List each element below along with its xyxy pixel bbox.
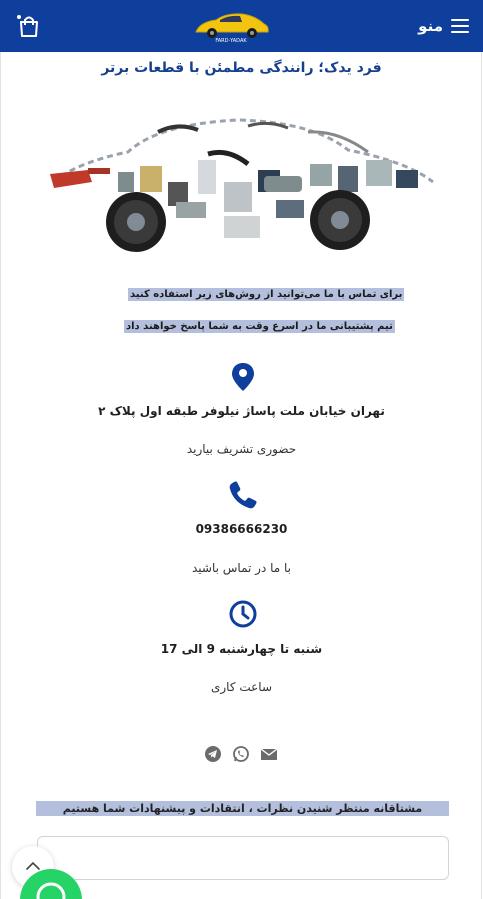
address-note: حضوری تشریف بیارید	[186, 442, 297, 456]
car-parts-hero-image	[48, 112, 438, 254]
hamburger-icon	[451, 19, 469, 33]
page-tagline: فرد یدک؛ رانندگی مطمئن با قطعات برتر	[101, 60, 382, 76]
feedback-textarea[interactable]	[37, 836, 449, 880]
phone-note: با ما در تماس باشید	[191, 561, 292, 575]
address-text: تهران خیابان ملت پاساژ نیلوفر طبقه اول پلاک ۲	[98, 404, 385, 418]
whatsapp-float-icon	[20, 869, 82, 899]
menu-label: منو	[418, 17, 443, 35]
intro-line-1: برای تماس با ما می‌توانید از روش‌های زیر استفاده کنید	[130, 289, 403, 300]
left-border-line	[0, 52, 1, 899]
site-logo[interactable]	[190, 8, 272, 44]
phone-number[interactable]: 09386666230	[195, 522, 288, 536]
map-pin-icon	[232, 363, 254, 391]
right-border-line	[481, 52, 482, 899]
telegram-icon[interactable]	[204, 745, 222, 763]
clock-icon	[229, 600, 257, 628]
shopping-bag-icon[interactable]	[16, 13, 42, 39]
menu-button[interactable]	[418, 13, 469, 39]
whatsapp-icon[interactable]	[232, 745, 250, 763]
working-hours-note: ساعت کاری	[210, 680, 273, 694]
intro-line-2: تیم پشتیبانی ما در اسرع وقت به شما پاسخ خواهند داد	[126, 321, 393, 332]
top-header	[0, 0, 483, 52]
email-icon[interactable]	[260, 745, 278, 763]
logo-wordmark: FARD·YADAK	[215, 38, 247, 44]
whatsapp-chat-button[interactable]	[20, 869, 82, 899]
phone-icon	[229, 481, 257, 509]
feedback-banner: مشتاقانه منتظر شنیدن نظرات ، انتقادات و پیشنهادات شما هستیم	[36, 801, 449, 816]
working-hours: شنبه تا چهارشنبه 9 الی 17	[160, 642, 323, 656]
social-links	[204, 745, 280, 763]
